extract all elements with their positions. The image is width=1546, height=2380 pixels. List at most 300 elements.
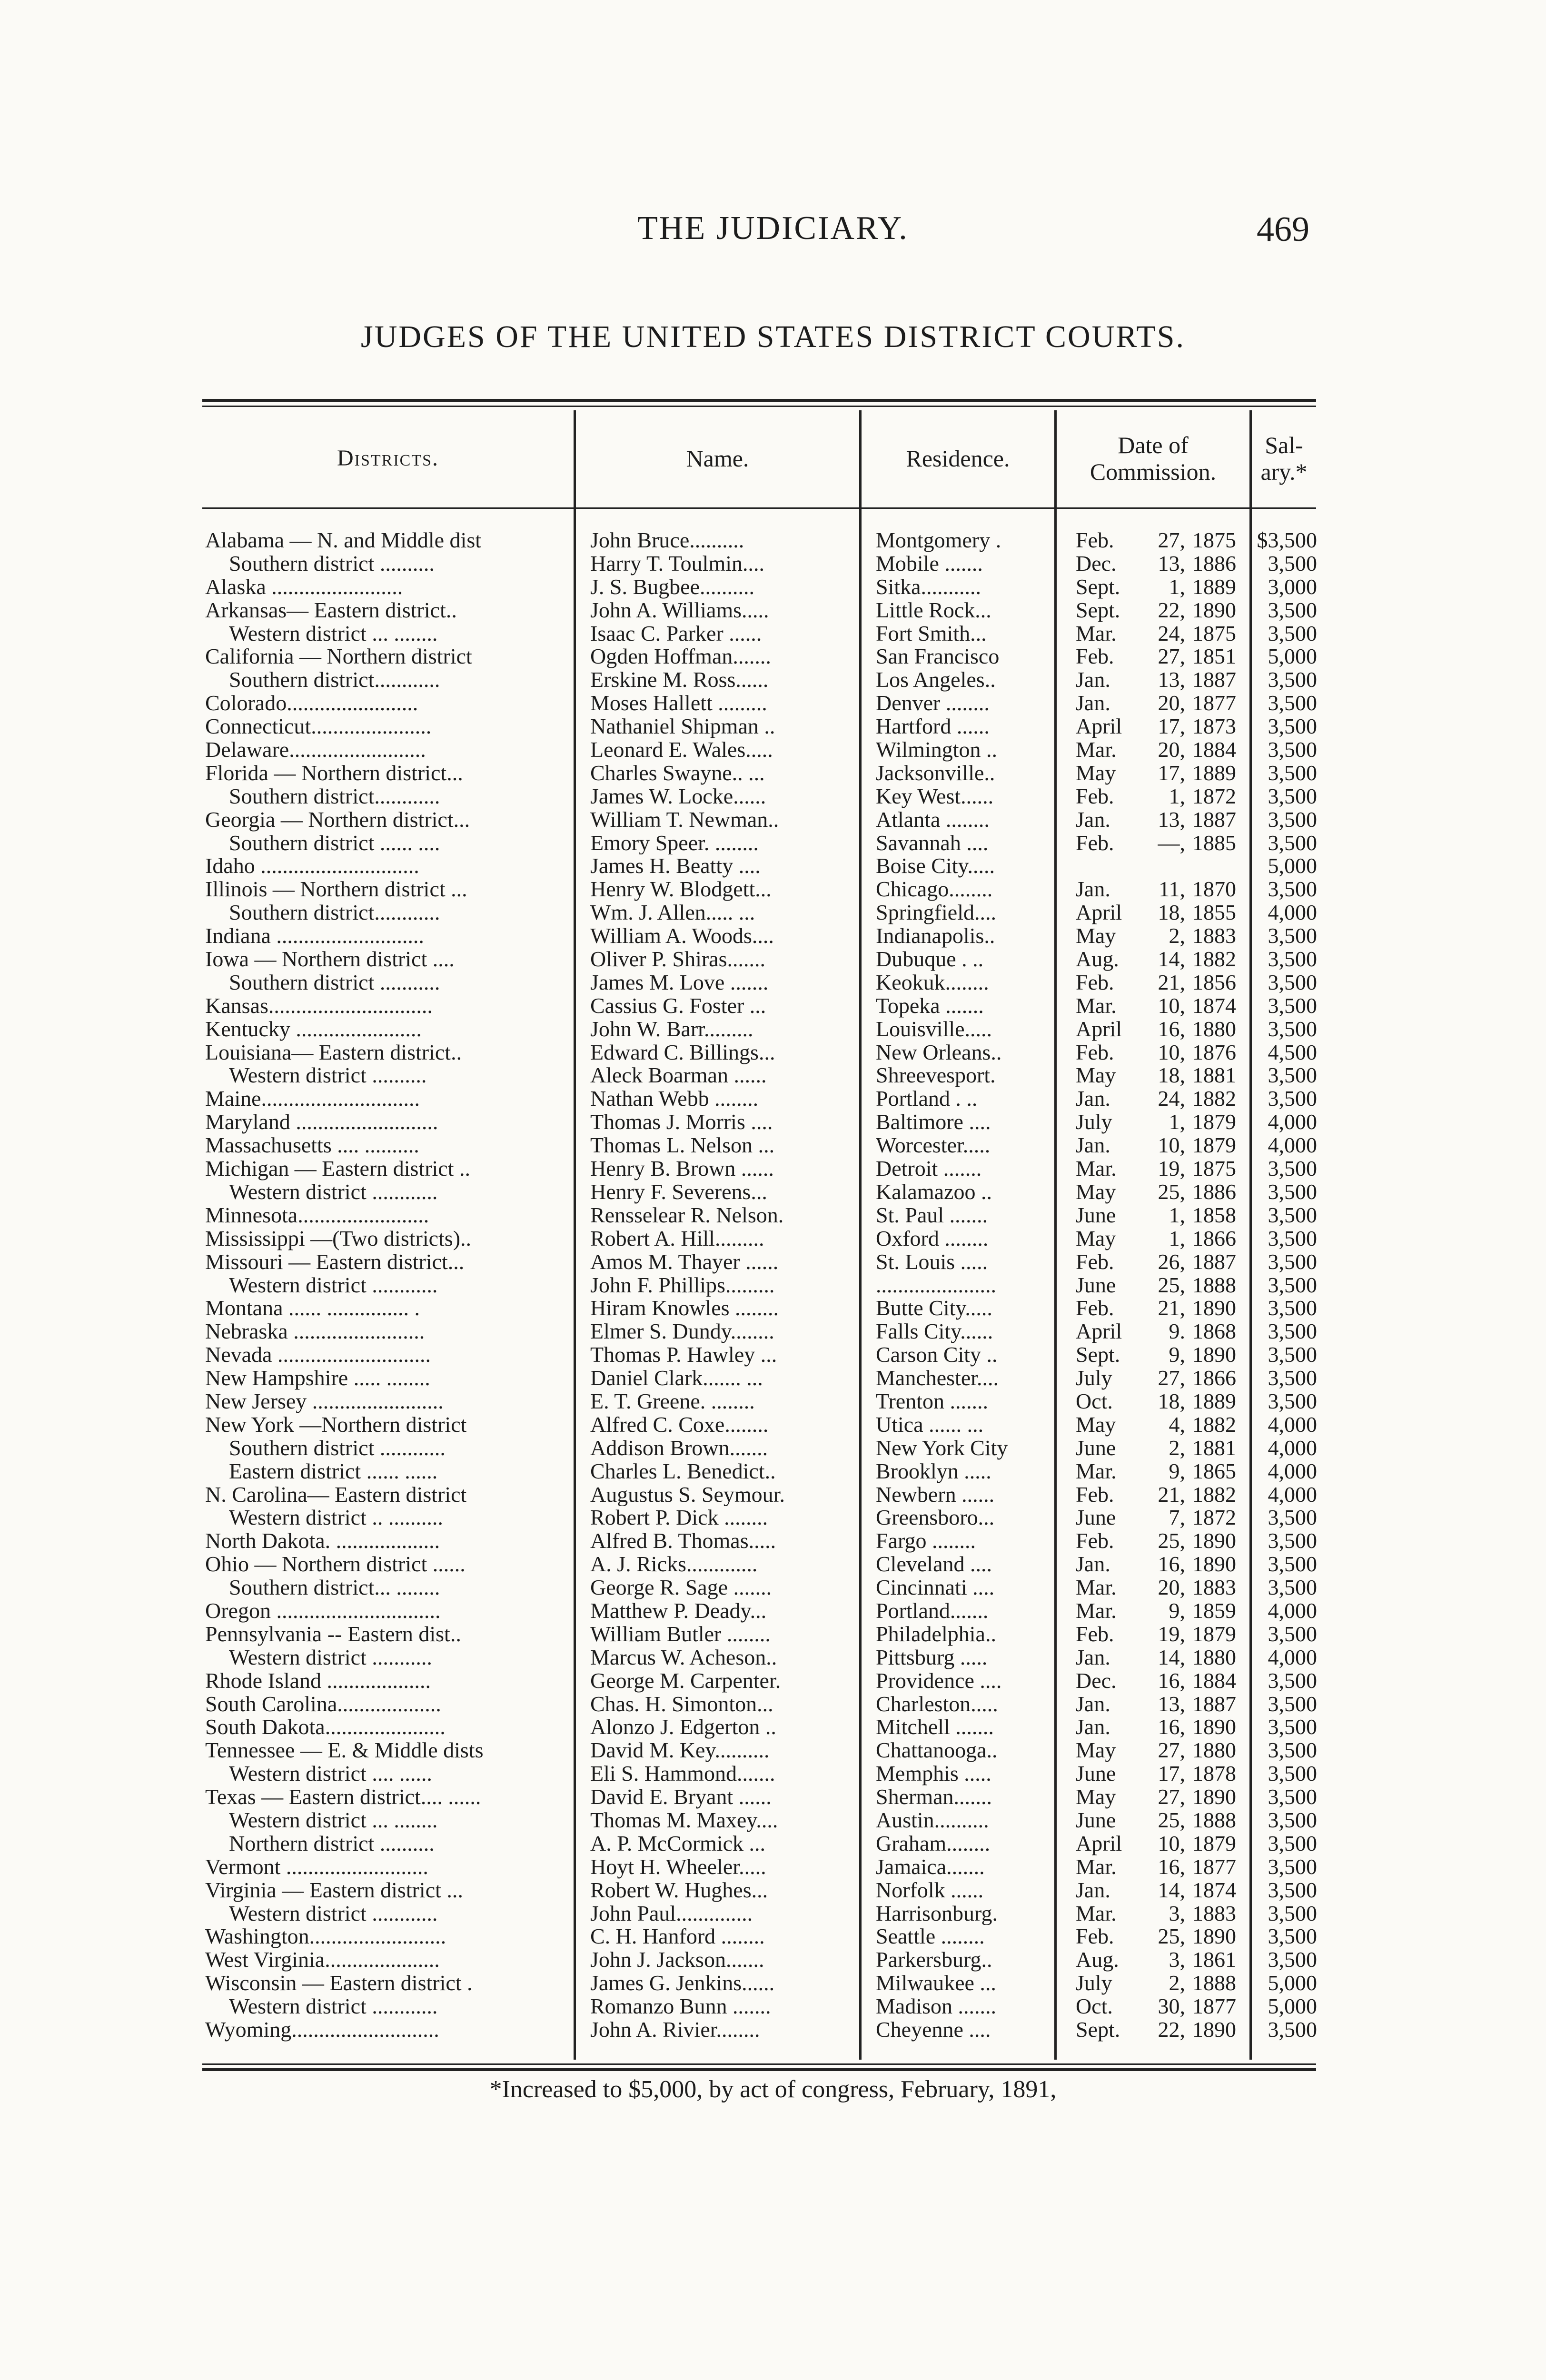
commission-month-cell: Feb. [1076,1483,1114,1507]
commission-day-cell: 18, [1158,1389,1185,1413]
district-cell: Idaho ............................. [205,854,419,878]
salary-cell: 3,500 [1268,948,1317,971]
commission-year-cell: 1887 [1192,808,1236,832]
district-cell: Western district ... ........ [229,1808,438,1832]
salary-cell: 4,000 [1268,1413,1317,1437]
table-top-rule [202,399,1316,402]
commission-day-cell: 16, [1158,1017,1185,1041]
table-row [202,668,1316,692]
commission-month-cell: Feb. [1076,645,1114,669]
commission-year-cell: 1890 [1192,1553,1236,1577]
commission-year-cell: 1859 [1192,1599,1236,1623]
district-cell: Nevada ............................ [205,1343,431,1367]
salary-cell: 3,500 [1268,808,1317,832]
table-row [202,1250,1316,1274]
name-cell: Ogden Hoffman....... [590,645,771,669]
salary-cell: 3,500 [1268,1297,1317,1320]
salary-cell: 4,000 [1268,1646,1317,1669]
district-cell: Western district ............ [229,1902,438,1925]
table-row [202,1437,1316,1460]
district-cell: Rhode Island ................... [205,1669,431,1693]
commission-day-cell: 1, [1169,1111,1185,1134]
commission-day-cell: 20, [1158,738,1185,762]
commission-year-cell: 1886 [1192,1180,1236,1204]
commission-day-cell: 19, [1158,1622,1185,1646]
commission-day-cell: 2, [1169,1436,1185,1460]
commission-month-cell: Aug. [1076,1948,1119,1972]
name-cell: David M. Key.......... [590,1739,770,1763]
commission-day-cell: 17, [1158,1762,1185,1786]
page-number: 469 [1257,210,1309,249]
residence-cell: Keokuk........ [876,971,989,994]
residence-cell: New Orleans.. [876,1041,1002,1064]
table-row [202,901,1316,924]
residence-cell: Denver ........ [876,692,990,715]
residence-cell: Springfield.... [876,901,996,925]
district-cell: California — Northern district [205,645,472,669]
district-cell: Minnesota........................ [205,1203,429,1227]
name-cell: John A. Rivier........ [590,2018,760,2042]
commission-year-cell: 1874 [1192,994,1236,1018]
name-cell: Edward C. Billings... [590,1041,775,1064]
commission-month-cell: Feb. [1076,1529,1114,1553]
commission-day-cell: 10, [1158,1832,1185,1855]
commission-day-cell: 21, [1158,1297,1185,1320]
commission-year-cell: 1882 [1192,1087,1236,1111]
commission-year-cell: 1887 [1192,1250,1236,1274]
commission-month-cell: May [1076,761,1116,785]
residence-cell: Shreevesport. [876,1064,996,1088]
commission-year-cell: 1858 [1192,1203,1236,1227]
residence-cell: New York City [876,1436,1008,1460]
commission-month-cell: Jan. [1076,878,1110,902]
table-row [202,1599,1316,1623]
salary-cell: 3,500 [1268,1832,1317,1855]
commission-month-cell: Feb. [1076,1297,1114,1320]
commission-day-cell: 2, [1169,924,1185,948]
commission-month-cell: Feb. [1076,1041,1114,1064]
commission-day-cell: 25, [1158,1529,1185,1553]
salary-cell: 3,500 [1268,1227,1317,1250]
name-cell: Marcus W. Acheson.. [590,1646,777,1669]
name-cell: John A. Williams..... [590,598,769,622]
residence-cell: Chicago........ [876,878,993,902]
commission-year-cell: 1881 [1192,1436,1236,1460]
name-cell: Cassius G. Foster ... [590,994,766,1018]
commission-year-cell: 1889 [1192,761,1236,785]
salary-cell: 3,500 [1268,1087,1317,1111]
table-row [202,1227,1316,1250]
commission-year-cell: 1879 [1192,1832,1236,1855]
commission-month-cell: May [1076,1180,1116,1204]
residence-cell: Mitchell ....... [876,1716,994,1739]
commission-month-cell: Feb. [1076,1925,1114,1949]
name-cell: John Bruce.......... [590,529,744,552]
residence-cell: Detroit ....... [876,1157,982,1180]
commission-month-cell: June [1076,1203,1116,1227]
residence-cell: Trenton ....... [876,1389,988,1413]
salary-cell: 3,500 [1268,598,1317,622]
commission-day-cell: 30, [1158,1995,1185,2019]
district-cell: Iowa — Northern district .... [205,948,455,971]
district-cell: Southern district ...... .... [229,831,440,855]
commission-month-cell: Feb. [1076,971,1114,994]
district-cell: Ohio — Northern district ...... [205,1553,466,1577]
commission-day-cell: 1, [1169,1203,1185,1227]
name-cell: George R. Sage ....... [590,1576,772,1599]
table-row [202,1902,1316,1925]
name-cell: A. J. Ricks............. [590,1553,758,1577]
commission-year-cell: 1882 [1192,1483,1236,1507]
table-row [202,1716,1316,1739]
table-row [202,1646,1316,1669]
residence-cell: Cheyenne .... [876,2018,991,2042]
table-row [202,832,1316,855]
salary-cell: 3,500 [1268,1157,1317,1180]
name-cell: Aleck Boarman ...... [590,1064,767,1088]
commission-year-cell: 1875 [1192,622,1236,645]
salary-cell: 4,000 [1268,1483,1317,1507]
commission-month-cell: Aug. [1076,948,1119,971]
table-row [202,1157,1316,1180]
name-cell: Addison Brown....... [590,1436,768,1460]
commission-month-cell: Feb. [1076,831,1114,855]
table-bottom-rule [202,2068,1316,2071]
district-cell: North Dakota. ................... [205,1529,440,1553]
district-cell: Northern district .......... [229,1832,435,1855]
salary-cell: 4,000 [1268,1436,1317,1460]
district-cell: Indiana ........................... [205,924,424,948]
salary-cell: 3,500 [1268,1553,1317,1577]
district-cell: N. Carolina— Eastern district [205,1483,467,1507]
table-row [202,785,1316,808]
commission-month-cell: July [1076,1111,1112,1134]
residence-cell: Mobile ....... [876,552,983,575]
name-cell: Isaac C. Parker ...... [590,622,762,645]
district-cell: Mississippi —(Two districts).. [205,1227,472,1250]
table-row [202,1529,1316,1553]
commission-month-cell: April [1076,901,1122,925]
name-cell: E. T. Greene. ........ [590,1389,755,1413]
district-cell: Western district ........... [229,1646,432,1669]
name-cell: Henry B. Brown ...... [590,1157,774,1180]
table-row [202,1413,1316,1437]
commission-month-cell: July [1076,1367,1112,1390]
commission-year-cell: 1885 [1192,831,1236,855]
commission-month-cell: Feb. [1076,1622,1114,1646]
table-row [202,1576,1316,1599]
header-districts-label: Districts. [337,445,439,471]
salary-cell: 3,500 [1268,1180,1317,1204]
commission-day-cell: 16, [1158,1716,1185,1739]
running-head [0,209,1546,252]
table-row [202,1739,1316,1762]
district-cell: West Virginia..................... [205,1948,440,1972]
commission-year-cell: 1890 [1192,598,1236,622]
table-row [202,1553,1316,1576]
commission-year-cell: 1890 [1192,1785,1236,1809]
table-row [202,1134,1316,1157]
table-row [202,1111,1316,1134]
residence-cell: Austin.......... [876,1808,989,1832]
commission-day-cell: 13, [1158,668,1185,692]
name-cell: Augustus S. Seymour. [590,1483,785,1507]
salary-cell: 3,500 [1268,784,1317,808]
salary-cell: 5,000 [1268,1995,1317,2019]
table-row [202,1320,1316,1343]
residence-cell: Providence .... [876,1669,1002,1693]
district-cell: Western district ............ [229,1180,438,1204]
commission-year-cell: 1879 [1192,1622,1236,1646]
table-title: JUDGES OF THE UNITED STATES DISTRICT COURTS. [361,319,1185,354]
residence-cell: Charleston..... [876,1692,998,1716]
commission-year-cell: 1884 [1192,738,1236,762]
judges-table-body [202,529,1316,2042]
commission-day-cell: 16, [1158,1553,1185,1577]
residence-cell: Fargo ........ [876,1529,976,1553]
residence-cell: Los Angeles.. [876,668,996,692]
commission-year-cell: 1890 [1192,1716,1236,1739]
commission-year-cell: 1876 [1192,1041,1236,1064]
residence-cell: Jamaica....... [876,1855,985,1879]
table-row [202,808,1316,832]
commission-month-cell: Oct. [1076,1389,1113,1413]
district-cell: Southern district ........... [229,971,440,994]
commission-year-cell: 1866 [1192,1227,1236,1250]
salary-cell: 3,500 [1268,1622,1317,1646]
table-row [202,878,1316,901]
salary-cell: 3,500 [1268,1855,1317,1879]
name-cell: John J. Jackson....... [590,1948,764,1972]
name-cell: Robert P. Dick ........ [590,1506,768,1530]
commission-year-cell: 1887 [1192,668,1236,692]
salary-cell: 3,500 [1268,924,1317,948]
commission-day-cell: 13, [1158,808,1185,832]
header-residence [862,409,1054,507]
commission-day-cell: —, [1158,831,1185,855]
header-date-line1: Date of [1118,431,1189,458]
commission-day-cell: 19, [1158,1157,1185,1180]
district-cell: New York —Northern district [205,1413,467,1437]
salary-cell: 4,000 [1268,1111,1317,1134]
name-cell: Rensselear R. Nelson. [590,1203,784,1227]
district-cell: Delaware......................... [205,738,426,762]
name-cell: Thomas P. Hawley ... [590,1343,777,1367]
table-row [202,1064,1316,1087]
table-row [202,1948,1316,1972]
name-cell: Leonard E. Wales..... [590,738,773,762]
commission-day-cell: 17, [1158,761,1185,785]
residence-cell: Chattanooga.. [876,1739,998,1763]
district-cell: Southern district ............ [229,1436,446,1460]
district-cell: Southern district............ [229,901,440,925]
residence-cell: Portland....... [876,1599,989,1623]
district-cell: Western district .. .......... [229,1506,443,1530]
table-row [202,552,1316,575]
table-row [202,1785,1316,1809]
residence-cell: Seattle ........ [876,1925,985,1949]
commission-month-cell: May [1076,1739,1116,1763]
commission-year-cell: 1889 [1192,1389,1236,1413]
commission-month-cell: Mar. [1076,738,1117,762]
district-cell: Arkansas— Eastern district.. [205,598,457,622]
commission-year-cell: 1866 [1192,1367,1236,1390]
district-cell: Virginia — Eastern district ... [205,1878,463,1902]
table-bottom-rule-thin [202,2063,1316,2065]
table-row [202,2018,1316,2042]
residence-cell: Philadelphia.. [876,1622,996,1646]
residence-cell: Parkersburg.. [876,1948,992,1972]
commission-year-cell: 1890 [1192,1343,1236,1367]
name-cell: Charles Swayne.. ... [590,761,765,785]
salary-cell: 3,500 [1268,1808,1317,1832]
district-cell: Alabama — N. and Middle dist [205,529,482,552]
commission-year-cell: 1883 [1192,924,1236,948]
commission-day-cell: 3, [1169,1948,1185,1972]
residence-cell: Carson City .. [876,1343,998,1367]
name-cell: James H. Beatty .... [590,854,761,878]
residence-cell: Cleveland .... [876,1553,992,1577]
commission-month-cell: Sept. [1076,2018,1120,2042]
district-cell: Southern district... ........ [229,1576,440,1599]
name-cell: Robert A. Hill......... [590,1227,764,1250]
commission-day-cell: 1, [1169,575,1185,599]
commission-year-cell: 1879 [1192,1111,1236,1134]
salary-cell: 3,500 [1268,1785,1317,1809]
commission-day-cell: 7, [1169,1506,1185,1530]
commission-day-cell: 18, [1158,901,1185,925]
commission-year-cell: 1880 [1192,1646,1236,1669]
district-cell: Massachusetts .... .......... [205,1134,419,1158]
commission-month-cell: Mar. [1076,1902,1117,1925]
running-title: THE JUDICIARY. [637,210,909,247]
commission-year-cell: 1880 [1192,1739,1236,1763]
commission-month-cell: May [1076,1064,1116,1088]
commission-month-cell: June [1076,1436,1116,1460]
name-cell: J. S. Bugbee.......... [590,575,754,599]
salary-cell: 4,000 [1268,1134,1317,1158]
salary-cell: $3,500 [1257,529,1317,552]
name-cell: Eli S. Hammond....... [590,1762,775,1786]
commission-day-cell: 1, [1169,1227,1185,1250]
table-top-rule-thin [202,406,1316,407]
commission-month-cell: Mar. [1076,1855,1117,1879]
commission-month-cell: Oct. [1076,1995,1113,2019]
commission-month-cell: Sept. [1076,1343,1120,1367]
name-cell: C. H. Hanford ........ [590,1925,765,1949]
commission-month-cell: Sept. [1076,575,1120,599]
commission-month-cell: Jan. [1076,1878,1110,1902]
header-name-label: Name. [686,445,749,472]
salary-cell: 4,000 [1268,1599,1317,1623]
commission-year-cell: 1890 [1192,1529,1236,1553]
commission-year-cell: 1882 [1192,948,1236,971]
commission-month-cell: Mar. [1076,994,1117,1018]
commission-year-cell: 1872 [1192,1506,1236,1530]
residence-cell: St. Paul ....... [876,1203,988,1227]
residence-cell: Cincinnati .... [876,1576,995,1599]
table-row [202,924,1316,948]
commission-year-cell: 1886 [1192,552,1236,575]
name-cell: William A. Woods.... [590,924,774,948]
commission-day-cell: 20, [1158,692,1185,715]
commission-month-cell: Dec. [1076,552,1117,575]
salary-cell: 3,500 [1268,878,1317,902]
commission-day-cell: 16, [1158,1669,1185,1693]
commission-month-cell: Mar. [1076,1459,1117,1483]
commission-day-cell: 14, [1158,1878,1185,1902]
salary-cell: 3,500 [1268,971,1317,994]
salary-cell: 3,500 [1268,1529,1317,1553]
residence-cell: Dubuque . .. [876,948,984,971]
commission-month-cell: May [1076,1227,1116,1250]
district-cell: Wisconsin — Eastern district . [205,1972,473,1995]
commission-day-cell: 9, [1169,1459,1185,1483]
residence-cell: Falls City...... [876,1320,993,1344]
residence-cell: Memphis ..... [876,1762,991,1786]
commission-year-cell: 1884 [1192,1669,1236,1693]
table-row [202,1274,1316,1297]
commission-day-cell: 27, [1158,529,1185,552]
district-cell: South Dakota...................... [205,1716,446,1739]
district-cell: Montana ...... ............... . [205,1297,420,1320]
district-cell: Southern district............ [229,668,440,692]
name-cell: William Butler ........ [590,1622,771,1646]
commission-month-cell: June [1076,1273,1116,1297]
table-row [202,645,1316,668]
table-row [202,529,1316,552]
commission-day-cell: 25, [1158,1808,1185,1832]
salary-cell: 3,500 [1268,1273,1317,1297]
salary-cell: 3,500 [1268,1064,1317,1088]
commission-month-cell: Feb. [1076,529,1114,552]
commission-day-cell: 22, [1158,2018,1185,2042]
commission-day-cell: 27, [1158,1739,1185,1763]
commission-year-cell: 1890 [1192,1297,1236,1320]
name-cell: Chas. H. Simonton... [590,1692,773,1716]
commission-month-cell: Jan. [1076,668,1110,692]
commission-year-cell: 1872 [1192,784,1236,808]
commission-year-cell: 1877 [1192,1855,1236,1879]
residence-cell: Topeka ....... [876,994,984,1018]
salary-cell: 5,000 [1268,854,1317,878]
name-cell: Nathaniel Shipman .. [590,715,775,739]
name-cell: Wm. J. Allen..... ... [590,901,755,925]
district-cell: Louisiana— Eastern district.. [205,1041,462,1064]
commission-year-cell: 1889 [1192,575,1236,599]
residence-cell: Butte City..... [876,1297,992,1320]
residence-cell: Savannah .... [876,831,989,855]
salary-cell: 4,000 [1268,901,1317,925]
table-row [202,1995,1316,2018]
district-cell: Southern district............ [229,784,440,808]
commission-month-cell: Feb. [1076,1250,1114,1274]
header-date [1057,409,1249,507]
salary-cell: 3,500 [1268,1902,1317,1925]
commission-month-cell: April [1076,1017,1122,1041]
table-row [202,994,1316,1018]
commission-day-cell: 14, [1158,1646,1185,1669]
commission-month-cell: Mar. [1076,622,1117,645]
residence-cell: Baltimore .... [876,1111,991,1134]
district-cell: Texas — Eastern district.... ...... [205,1785,481,1809]
commission-day-cell: 9. [1169,1320,1185,1344]
commission-day-cell: 22, [1158,598,1185,622]
salary-cell: 3,500 [1268,831,1317,855]
district-cell: New Hampshire ..... ........ [205,1367,430,1390]
residence-cell: San Francisco [876,645,1000,669]
district-cell: Western district .......... [229,1064,427,1088]
